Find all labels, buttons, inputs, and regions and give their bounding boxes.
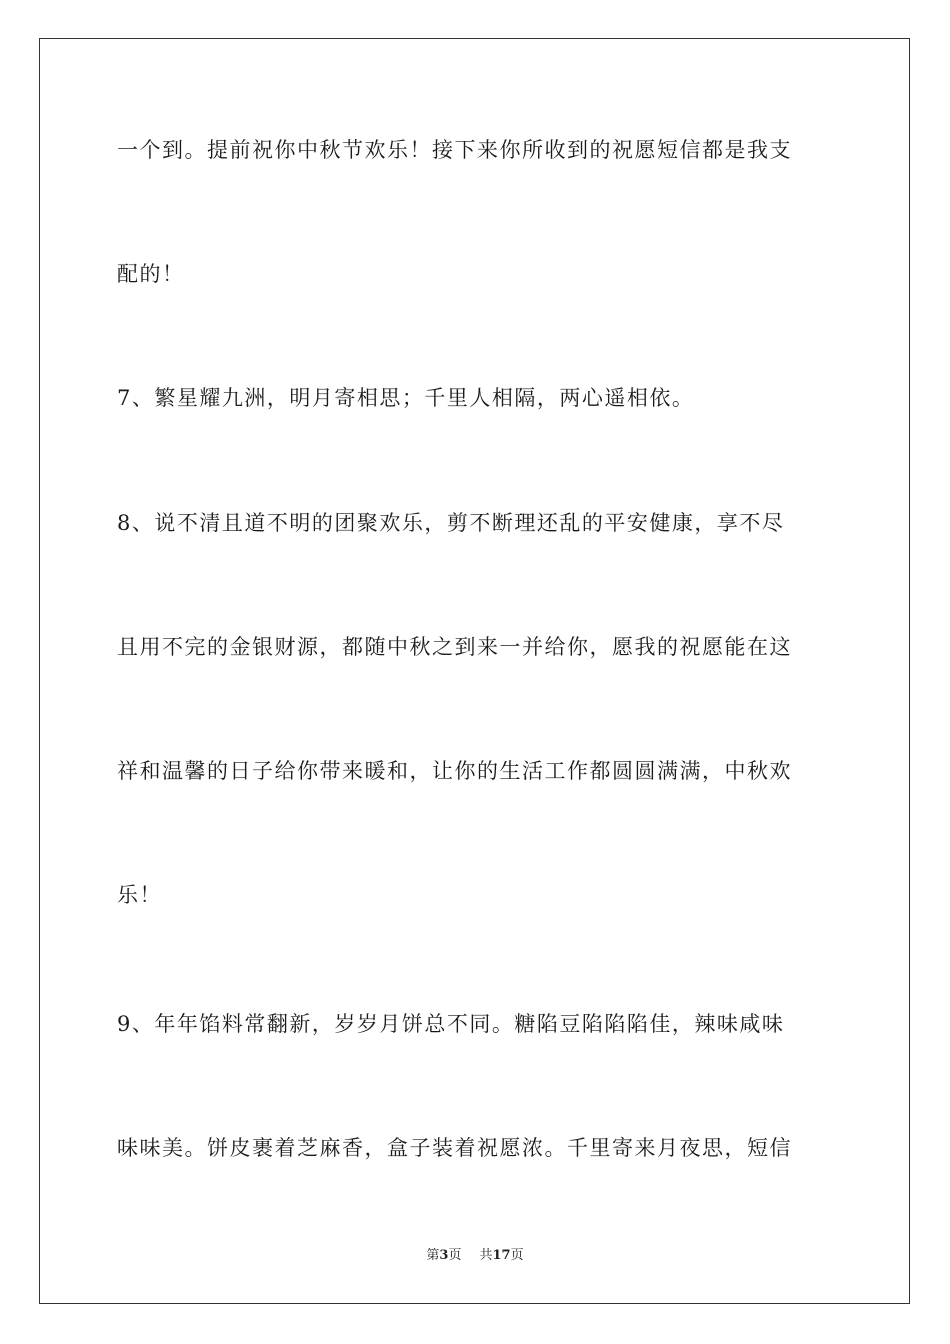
text-line-8: 9、年年馅料常翻新，岁岁月饼总不同。糖陷豆陷陷陷佳，辣味咸味 bbox=[117, 1012, 785, 1036]
text-line-7: 乐！ bbox=[117, 883, 162, 907]
text-line-9: 味味美。饼皮裹着芝麻香，盒子装着祝愿浓。千里寄来月夜思，短信 bbox=[117, 1136, 792, 1160]
text-line-2: 配的！ bbox=[117, 262, 185, 286]
text-line-4: 8、说不清且道不明的团聚欢乐，剪不断理还乱的平安健康，享不尽 bbox=[117, 511, 785, 535]
total-suffix: 页 bbox=[510, 1248, 524, 1263]
text-line-6: 祥和温馨的日子给你带来暖和，让你的生活工作都圆圆满满，中秋欢 bbox=[117, 759, 792, 783]
page-prefix: 第 bbox=[426, 1248, 440, 1263]
text-line-1: 一个到。提前祝你中秋节欢乐！接下来你所收到的祝愿短信都是我支 bbox=[117, 138, 792, 162]
page-border bbox=[39, 38, 910, 1304]
page-suffix: 页 bbox=[448, 1248, 462, 1263]
page-number: 3 bbox=[439, 1248, 449, 1263]
text-line-3: 7、繁星耀九洲，明月寄相思；千里人相隔，两心遥相依。 bbox=[117, 386, 695, 410]
page-footer bbox=[0, 1246, 950, 1266]
total-pages: 17 bbox=[492, 1248, 511, 1263]
total-prefix: 共 bbox=[479, 1248, 493, 1263]
text-line-5: 且用不完的金银财源，都随中秋之到来一并给你，愿我的祝愿能在这 bbox=[117, 635, 792, 659]
